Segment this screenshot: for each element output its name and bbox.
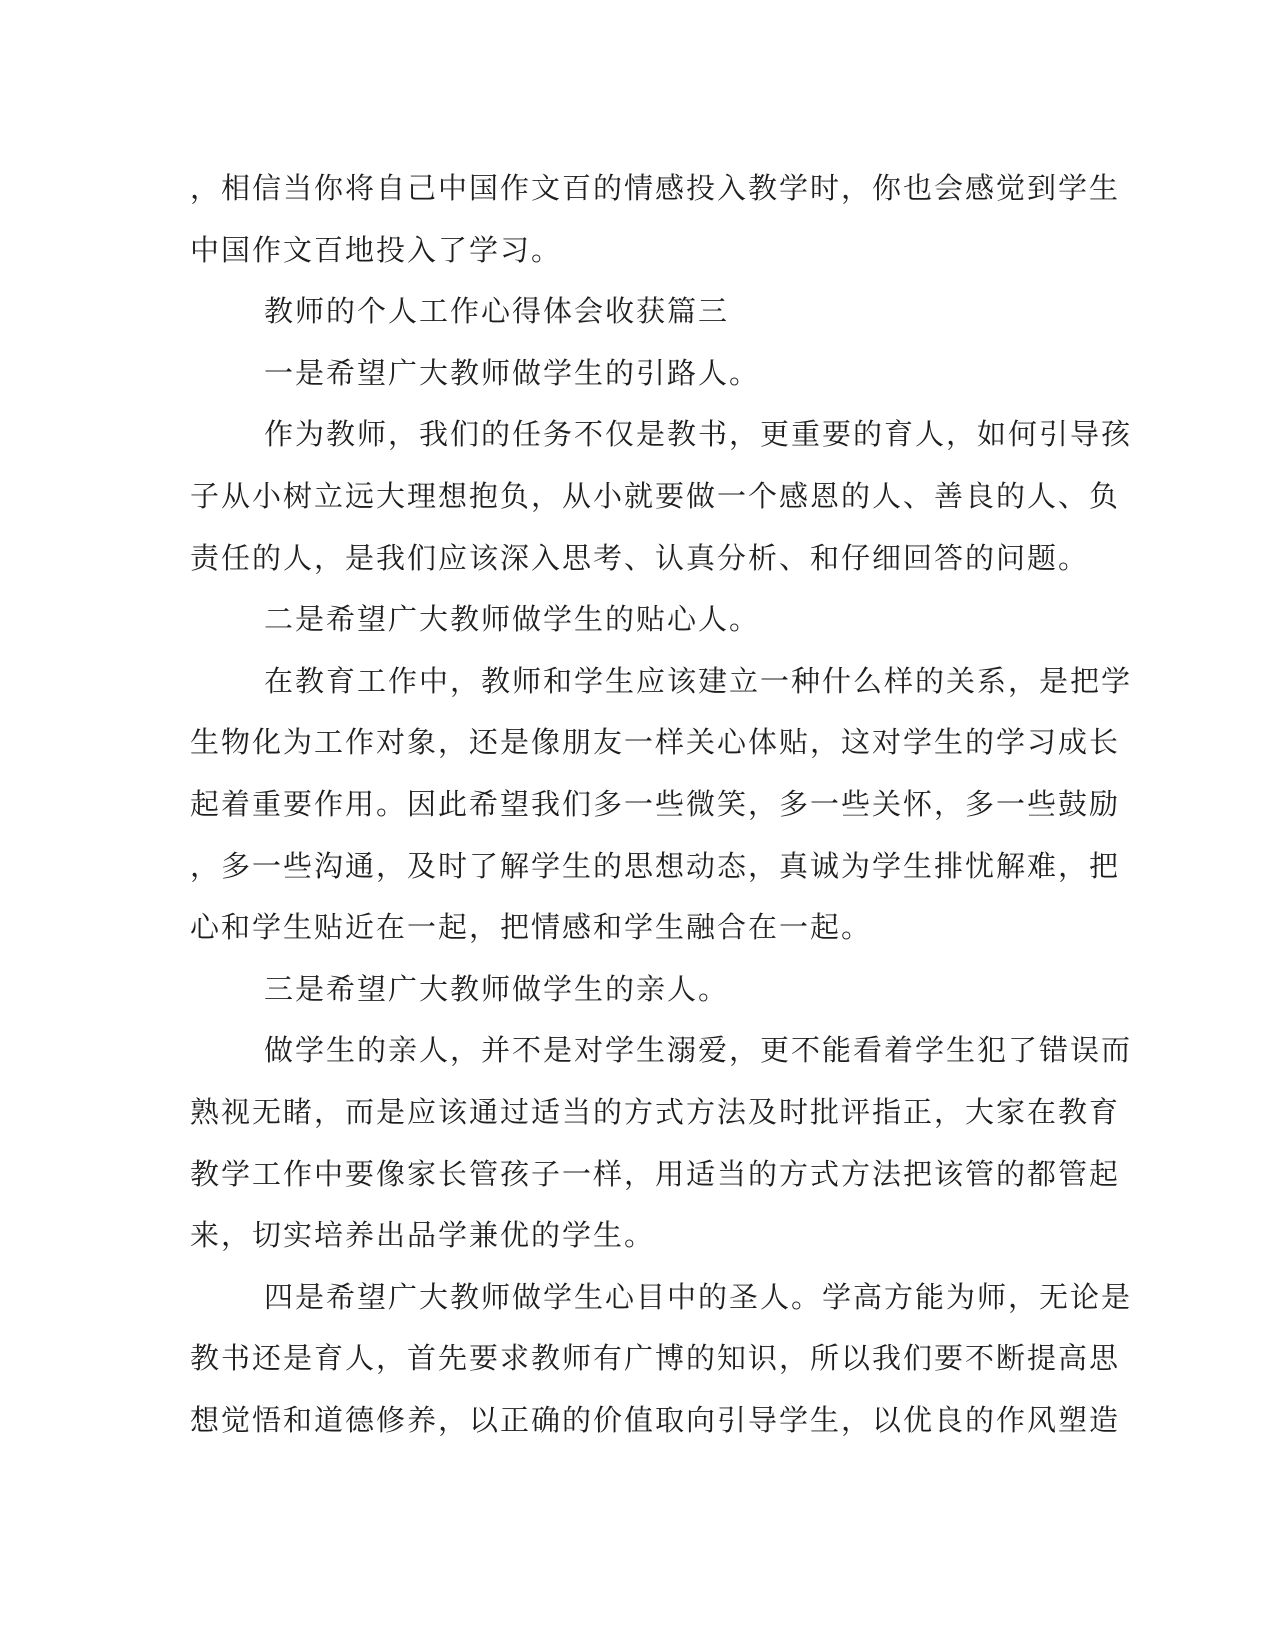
document-body xyxy=(190,158,1133,1451)
text-line: 二是希望广大教师做学生的贴心人。 xyxy=(264,602,761,637)
text-line: 三是希望广大教师做学生的亲人。 xyxy=(264,971,730,1006)
text-line: 中国作文百地投入了学习。 xyxy=(190,232,563,267)
text-line: 做学生的亲人，并不是对学生溺爱，更不能看着学生犯了错误而 xyxy=(264,1033,1133,1068)
text-line: 教学工作中要像家长管孩子一样，用适当的方式方法把该管的都管起 xyxy=(190,1156,1121,1191)
text-line: ，相信当你将自己中国作文百的情感投入教学时，你也会感觉到学生 xyxy=(190,171,1121,205)
text-line: 作为教师，我们的任务不仅是教书，更重要的育人，如何引导孩 xyxy=(264,417,1133,452)
text-line: 教书还是育人，首先要求教师有广博的知识，所以我们要不断提高思 xyxy=(190,1341,1121,1376)
text-line: 四是希望广大教师做学生心目中的圣人。学高方能为师，无论是 xyxy=(264,1279,1133,1314)
text-line: ，多一些沟通，及时了解学生的思想动态，真诚为学生排忧解难，把 xyxy=(190,848,1121,883)
text-line: 子从小树立远大理想抱负，从小就要做一个感恩的人、善良的人、负 xyxy=(190,478,1121,513)
text-line: 生物化为工作对象，还是像朋友一样关心体贴，这对学生的学习成长 xyxy=(190,725,1121,760)
text-line: 心和学生贴近在一起，把情感和学生融合在一起。 xyxy=(190,910,873,945)
text-line: 在教育工作中，教师和学生应该建立一种什么样的关系，是把学 xyxy=(264,663,1133,698)
text-line: 熟视无睹，而是应该通过适当的方式方法及时批评指正，大家在教育 xyxy=(190,1094,1121,1129)
text-line: 想觉悟和道德修养，以正确的价值取向引导学生，以优良的作风塑造 xyxy=(190,1402,1121,1437)
text-line: 一是希望广大教师做学生的引路人。 xyxy=(264,355,761,390)
text-line: 责任的人，是我们应该深入思考、认真分析、和仔细回答的问题。 xyxy=(190,540,1090,575)
text-line: 来，切实培养出品学兼优的学生。 xyxy=(190,1218,656,1253)
text-line: 教师的个人工作心得体会收获篇三 xyxy=(264,294,730,329)
text-line: 起着重要作用。因此希望我们多一些微笑，多一些关怀，多一些鼓励 xyxy=(190,786,1121,821)
